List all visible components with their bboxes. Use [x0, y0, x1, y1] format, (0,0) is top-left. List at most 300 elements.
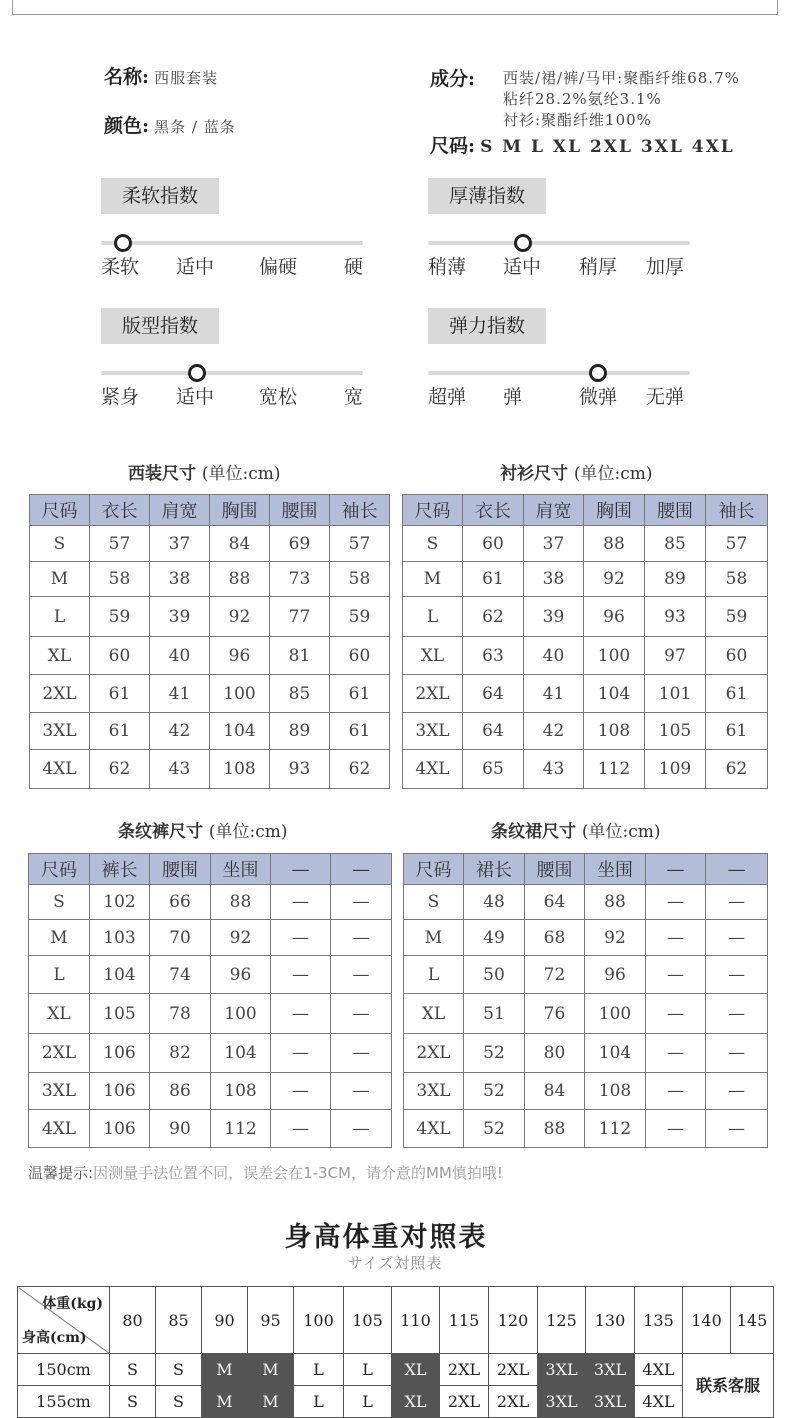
table-cell: 61 [90, 713, 150, 750]
table-cell: 60 [706, 637, 768, 675]
table-cell: — [646, 1034, 706, 1073]
size-table [402, 494, 768, 789]
index-label: 宽 [344, 386, 364, 408]
column-header: 坐围 [211, 854, 271, 885]
table-cell: 77 [270, 597, 330, 637]
table-row [403, 750, 768, 789]
table-cell: 4XL [30, 750, 90, 789]
height-weight-table [17, 1286, 774, 1418]
table-cell: 64 [463, 675, 524, 713]
size-table-name: 西装尺寸 [128, 464, 196, 484]
size-cell: L [294, 1354, 344, 1386]
table-cell: 66 [150, 885, 211, 920]
table-cell: XL [404, 994, 464, 1034]
column-header: — [331, 854, 392, 885]
weight-header: 135 [635, 1287, 683, 1354]
size-table-name: 条纹裤尺寸 [118, 822, 203, 842]
size-table-name: 衬衫尺寸 [500, 464, 568, 484]
table-cell: 2XL [30, 675, 90, 713]
column-header: — [271, 854, 331, 885]
table-cell: 109 [645, 750, 706, 789]
table-cell: 63 [463, 637, 524, 675]
column-header: 衣长 [90, 495, 150, 526]
table-cell: — [331, 885, 392, 920]
size-cell: S [156, 1354, 202, 1386]
table-cell: L [404, 956, 464, 994]
index-title: 厚薄指数 [428, 178, 546, 214]
table-row [29, 1034, 392, 1073]
table-cell: 59 [706, 597, 768, 637]
column-header: — [706, 854, 768, 885]
table-cell: 64 [463, 713, 524, 750]
index-label: 稍厚 [579, 256, 618, 278]
table-cell: 52 [464, 1110, 525, 1148]
product-name: 名称: 西服套装 [104, 66, 219, 88]
table-row [29, 994, 392, 1034]
weight-header-row [18, 1287, 774, 1354]
table-cell: 59 [330, 597, 390, 637]
table-cell: 58 [706, 562, 768, 597]
size-cell: 2XL [440, 1354, 489, 1386]
table-row [30, 713, 390, 750]
table-cell: 42 [150, 713, 210, 750]
index-label: 弹 [503, 386, 523, 408]
table-cell: — [706, 1034, 768, 1073]
table-cell: 92 [211, 920, 271, 956]
size-cell: XL [392, 1354, 440, 1386]
table-cell: S [29, 885, 90, 920]
table-cell: L [29, 956, 90, 994]
table-row [30, 637, 390, 675]
index-label: 紧身 [101, 386, 140, 408]
column-header: 袖长 [706, 495, 768, 526]
table-cell: 100 [585, 994, 646, 1034]
table-row [404, 1034, 768, 1073]
table-cell: 90 [150, 1110, 211, 1148]
table-cell: 61 [706, 675, 768, 713]
table-cell: 112 [584, 750, 645, 789]
table-cell: XL [403, 637, 463, 675]
index-slider-track [428, 241, 690, 245]
table-cell: 92 [210, 597, 270, 637]
column-header: 尺码 [404, 854, 464, 885]
table-cell: 92 [584, 562, 645, 597]
table-cell: 72 [525, 956, 585, 994]
index-label: 无弹 [646, 386, 685, 408]
table-cell: 64 [525, 885, 585, 920]
size-cell: S [156, 1386, 202, 1418]
index-label: 宽松 [259, 386, 298, 408]
table-cell: 108 [585, 1073, 646, 1110]
size-cell: 3XL [586, 1354, 635, 1386]
table-row [404, 1073, 768, 1110]
table-cell: — [331, 994, 392, 1034]
table-row [404, 1110, 768, 1148]
table-cell: — [331, 956, 392, 994]
table-cell: 42 [524, 713, 584, 750]
table-cell: 41 [524, 675, 584, 713]
weight-header: 95 [248, 1287, 294, 1354]
table-cell: 96 [210, 637, 270, 675]
material-lines [503, 68, 740, 131]
size-cell: 2XL [440, 1386, 489, 1418]
table-cell: 39 [524, 597, 584, 637]
table-cell: 58 [330, 562, 390, 597]
table-cell: 112 [211, 1110, 271, 1148]
diagonal-header-cell [18, 1287, 110, 1354]
product-material: 成分: [430, 68, 476, 90]
index-label: 硬 [344, 256, 364, 278]
table-cell: M [30, 562, 90, 597]
table-cell: — [706, 956, 768, 994]
table-cell: — [646, 956, 706, 994]
table-cell: 52 [464, 1034, 525, 1073]
table-cell: M [29, 920, 90, 956]
weight-header: 85 [156, 1287, 202, 1354]
index-title: 弹力指数 [428, 308, 546, 344]
table-cell: 61 [330, 713, 390, 750]
height-row [18, 1386, 774, 1418]
table-cell: 3XL [29, 1073, 90, 1110]
table-cell: 85 [645, 526, 706, 562]
index-label: 适中 [176, 386, 215, 408]
index-slider-knob [589, 364, 607, 382]
height-weight-title: 身高体重对照表 [284, 1222, 488, 1253]
table-cell: M [403, 562, 463, 597]
table-cell: — [646, 994, 706, 1034]
column-header: 尺码 [30, 495, 90, 526]
table-cell: — [706, 1073, 768, 1110]
column-header: 袖长 [330, 495, 390, 526]
height-value: 155cm [18, 1386, 110, 1418]
size-table-title [128, 459, 281, 484]
index-label: 偏硬 [259, 256, 298, 278]
size-cell: 4XL [635, 1354, 683, 1386]
product-color: 颜色: 黑条 / 蓝条 [104, 115, 236, 137]
height-weight-subtitle: サイズ対照表 [347, 1254, 443, 1272]
index-slider-knob [114, 234, 132, 252]
height-value: 150cm [18, 1354, 110, 1386]
table-cell: 86 [150, 1073, 211, 1110]
table-cell: 37 [524, 526, 584, 562]
weight-axis-label: 体重(kg) [42, 1296, 103, 1312]
table-cell: 69 [270, 526, 330, 562]
table-cell: 82 [150, 1034, 211, 1073]
column-header: 胸围 [584, 495, 645, 526]
weight-header: 100 [294, 1287, 344, 1354]
table-cell: 70 [150, 920, 211, 956]
table-row [29, 920, 392, 956]
table-cell: 62 [463, 597, 524, 637]
table-cell: 93 [270, 750, 330, 789]
table-row [404, 885, 768, 920]
table-cell: — [646, 1110, 706, 1148]
table-cell: 104 [90, 956, 150, 994]
table-cell: — [706, 885, 768, 920]
weight-header: 145 [731, 1287, 774, 1354]
index-slider-track [428, 371, 690, 375]
table-cell: 73 [270, 562, 330, 597]
table-cell: 96 [584, 597, 645, 637]
table-cell: 78 [150, 994, 211, 1034]
size-table-title [118, 817, 288, 842]
size-cell: L [344, 1354, 392, 1386]
table-header-row [404, 854, 768, 885]
table-cell: 100 [584, 637, 645, 675]
table-cell: 40 [524, 637, 584, 675]
table-row [403, 675, 768, 713]
table-cell: 93 [645, 597, 706, 637]
table-cell: — [706, 920, 768, 956]
table-cell: S [30, 526, 90, 562]
table-cell: 100 [211, 994, 271, 1034]
measurement-note: 温馨提示:因测量手法位置不同，误差会在1-3CM，请介意的MM慎拍哦! [28, 1164, 503, 1182]
table-cell: 96 [211, 956, 271, 994]
table-cell: 39 [150, 597, 210, 637]
table-cell: 2XL [29, 1034, 90, 1073]
table-cell: 106 [90, 1110, 150, 1148]
column-header: 衣长 [463, 495, 524, 526]
column-header: 尺码 [403, 495, 463, 526]
size-cell: S [110, 1354, 156, 1386]
table-cell: 104 [584, 675, 645, 713]
table-cell: — [271, 994, 331, 1034]
table-cell: — [271, 920, 331, 956]
table-row [404, 994, 768, 1034]
table-cell: 48 [464, 885, 525, 920]
table-cell: 112 [585, 1110, 646, 1148]
size-cell: M [248, 1354, 294, 1386]
table-cell: 61 [330, 675, 390, 713]
table-cell: 102 [90, 885, 150, 920]
top-frame [12, 0, 778, 15]
table-cell: 68 [525, 920, 585, 956]
size-cell: 3XL [538, 1354, 586, 1386]
table-cell: — [646, 920, 706, 956]
table-cell: — [706, 994, 768, 1034]
weight-header: 115 [440, 1287, 489, 1354]
table-cell: 88 [525, 1110, 585, 1148]
size-cell: 3XL [586, 1386, 635, 1418]
table-header-row [29, 854, 392, 885]
weight-header: 110 [392, 1287, 440, 1354]
weight-header: 90 [202, 1287, 248, 1354]
table-cell: 52 [464, 1073, 525, 1110]
table-cell: 3XL [404, 1073, 464, 1110]
index-label: 超弹 [428, 386, 467, 408]
material-line: 西装/裙/裤/马甲:聚酯纤维68.7% [503, 69, 740, 87]
size-cell: L [344, 1386, 392, 1418]
table-cell: 4XL [29, 1110, 90, 1148]
table-cell: 50 [464, 956, 525, 994]
table-cell: 4XL [403, 750, 463, 789]
table-cell: 101 [645, 675, 706, 713]
material-line: 衬衫:聚酯纤维100% [503, 111, 652, 129]
table-cell: 61 [706, 713, 768, 750]
column-header: 裙长 [464, 854, 525, 885]
table-cell: — [271, 1110, 331, 1148]
column-header: 肩宽 [150, 495, 210, 526]
table-cell: — [706, 1110, 768, 1148]
table-header-row [403, 495, 768, 526]
size-cell: S [110, 1386, 156, 1418]
table-cell: 74 [150, 956, 211, 994]
size-cell: M [202, 1386, 248, 1418]
table-cell: 89 [270, 713, 330, 750]
table-cell: M [404, 920, 464, 956]
column-header: 腰围 [525, 854, 585, 885]
product-sizes: 尺码: S M L XL 2XL 3XL 4XL [430, 135, 735, 157]
table-cell: 65 [463, 750, 524, 789]
index-label: 微弹 [579, 386, 618, 408]
table-cell: 2XL [403, 675, 463, 713]
table-header-row [30, 495, 390, 526]
table-cell: 89 [645, 562, 706, 597]
table-cell: 58 [90, 562, 150, 597]
table-cell: 84 [210, 526, 270, 562]
index-label: 稍薄 [428, 256, 467, 278]
size-cell: 4XL [635, 1386, 683, 1418]
column-header: 腰围 [645, 495, 706, 526]
column-header: 坐围 [585, 854, 646, 885]
table-cell: 57 [330, 526, 390, 562]
material-line: 粘纤28.2%氨纶3.1% [503, 90, 662, 108]
table-cell: 49 [464, 920, 525, 956]
table-cell: 88 [211, 885, 271, 920]
table-cell: 60 [330, 637, 390, 675]
table-cell: 3XL [30, 713, 90, 750]
size-cell: 2XL [489, 1386, 538, 1418]
table-cell: — [646, 885, 706, 920]
table-cell: 40 [150, 637, 210, 675]
index-slider-knob [188, 364, 206, 382]
size-cell: XL [392, 1386, 440, 1418]
table-cell: 88 [210, 562, 270, 597]
size-table-unit: (单位:cm) [201, 464, 281, 484]
table-cell: 96 [585, 956, 646, 994]
table-cell: 4XL [404, 1110, 464, 1148]
index-label: 适中 [503, 256, 542, 278]
table-row [30, 526, 390, 562]
size-table-title [491, 817, 661, 842]
table-cell: 104 [211, 1034, 271, 1073]
table-cell: 106 [90, 1034, 150, 1073]
table-cell: S [403, 526, 463, 562]
table-cell: — [331, 1034, 392, 1073]
size-cell: M [248, 1386, 294, 1418]
index-title: 版型指数 [101, 308, 219, 344]
table-row [29, 1110, 392, 1148]
table-cell: 76 [525, 994, 585, 1034]
table-cell: 106 [90, 1073, 150, 1110]
table-cell: 85 [270, 675, 330, 713]
table-cell: — [331, 920, 392, 956]
table-row [403, 597, 768, 637]
column-header: — [646, 854, 706, 885]
size-table-unit: (单位:cm) [208, 822, 288, 842]
table-cell: 104 [585, 1034, 646, 1073]
table-cell: XL [29, 994, 90, 1034]
table-cell: 80 [525, 1034, 585, 1073]
table-row [30, 675, 390, 713]
size-table [403, 853, 768, 1148]
table-row [29, 885, 392, 920]
weight-header: 120 [489, 1287, 538, 1354]
table-cell: — [271, 956, 331, 994]
table-row [403, 713, 768, 750]
table-cell: 37 [150, 526, 210, 562]
table-cell: — [646, 1073, 706, 1110]
column-header: 肩宽 [524, 495, 584, 526]
weight-header: 125 [538, 1287, 586, 1354]
table-row [30, 597, 390, 637]
weight-header: 130 [586, 1287, 635, 1354]
size-table [29, 494, 390, 789]
table-cell: 62 [330, 750, 390, 789]
table-row [30, 750, 390, 789]
table-cell: 100 [210, 675, 270, 713]
index-slider-track [101, 371, 363, 375]
table-cell: XL [30, 637, 90, 675]
index-label: 加厚 [646, 256, 685, 278]
size-table-unit: (单位:cm) [581, 822, 661, 842]
table-cell: 41 [150, 675, 210, 713]
weight-header: 140 [683, 1287, 731, 1354]
table-cell: 57 [90, 526, 150, 562]
size-table-name: 条纹裙尺寸 [491, 822, 576, 842]
table-row [404, 920, 768, 956]
index-label: 适中 [176, 256, 215, 278]
table-cell: 108 [584, 713, 645, 750]
table-cell: 57 [706, 526, 768, 562]
table-cell: 88 [585, 885, 646, 920]
table-row [29, 1073, 392, 1110]
contact-service-cell: 联系客服 [683, 1354, 774, 1418]
height-axis-label: 身高(cm) [22, 1330, 87, 1346]
table-cell: 38 [524, 562, 584, 597]
index-slider-knob [514, 234, 532, 252]
index-slider-track [101, 241, 363, 245]
table-cell: 84 [525, 1073, 585, 1110]
size-cell: 2XL [489, 1354, 538, 1386]
table-cell: 38 [150, 562, 210, 597]
size-table-unit: (单位:cm) [573, 464, 653, 484]
table-cell: 108 [211, 1073, 271, 1110]
size-cell: L [294, 1386, 344, 1418]
table-cell: 60 [463, 526, 524, 562]
table-cell: S [404, 885, 464, 920]
table-cell: L [30, 597, 90, 637]
table-row [403, 526, 768, 562]
table-row [403, 562, 768, 597]
table-cell: 103 [90, 920, 150, 956]
table-cell: 108 [210, 750, 270, 789]
table-cell: 61 [90, 675, 150, 713]
weight-header: 105 [344, 1287, 392, 1354]
table-cell: 104 [210, 713, 270, 750]
column-header: 胸围 [210, 495, 270, 526]
table-cell: 105 [645, 713, 706, 750]
height-row [18, 1354, 774, 1386]
weight-header: 80 [110, 1287, 156, 1354]
table-row [404, 956, 768, 994]
table-row [29, 956, 392, 994]
table-cell: 62 [90, 750, 150, 789]
table-cell: 62 [706, 750, 768, 789]
table-cell: 97 [645, 637, 706, 675]
column-header: 腰围 [150, 854, 211, 885]
column-header: 裤长 [90, 854, 150, 885]
